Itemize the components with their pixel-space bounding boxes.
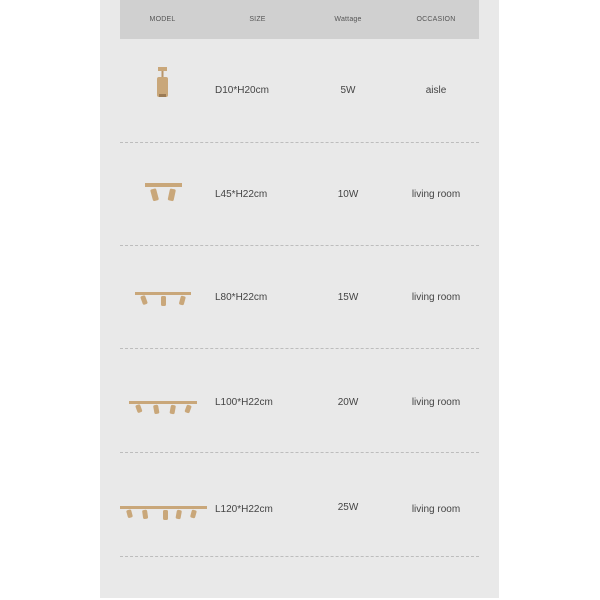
row-divider — [120, 348, 479, 349]
four-spotlight-track-icon — [120, 397, 205, 422]
size-value: L45*H22cm — [215, 189, 268, 200]
size-value: L120*H22cm — [215, 504, 273, 515]
wattage-value: 10W — [337, 189, 359, 200]
occasion-value: living room — [411, 397, 461, 408]
table-row — [120, 40, 479, 143]
table-row — [120, 454, 479, 557]
row-divider — [120, 452, 479, 453]
spec-panel — [100, 0, 499, 598]
occasion-value: living room — [411, 189, 461, 200]
size-value: L100*H22cm — [215, 397, 273, 408]
table-row — [120, 143, 479, 246]
table-row — [120, 246, 479, 349]
row-divider — [120, 556, 479, 557]
header-occasion: OCCASION — [416, 16, 456, 23]
five-spotlight-track-icon — [120, 502, 205, 527]
occasion-value: living room — [411, 504, 461, 515]
wattage-value: 5W — [340, 85, 356, 96]
occasion-value: living room — [411, 292, 461, 303]
size-value: L80*H22cm — [215, 292, 268, 303]
wattage-value: 20W — [337, 397, 359, 408]
header-wattage: Wattage — [334, 16, 362, 23]
three-spotlight-track-icon — [120, 288, 205, 313]
table-header — [120, 0, 479, 39]
single-spotlight-icon — [120, 65, 205, 105]
two-spotlight-track-icon — [120, 179, 205, 209]
wattage-value: 15W — [337, 292, 359, 303]
header-size: SIZE — [249, 16, 266, 23]
wattage-value: 25W — [337, 502, 359, 513]
occasion-value: aisle — [425, 85, 447, 96]
table-row — [120, 350, 479, 453]
header-model: MODEL — [149, 16, 176, 23]
size-value: D10*H20cm — [215, 85, 269, 96]
